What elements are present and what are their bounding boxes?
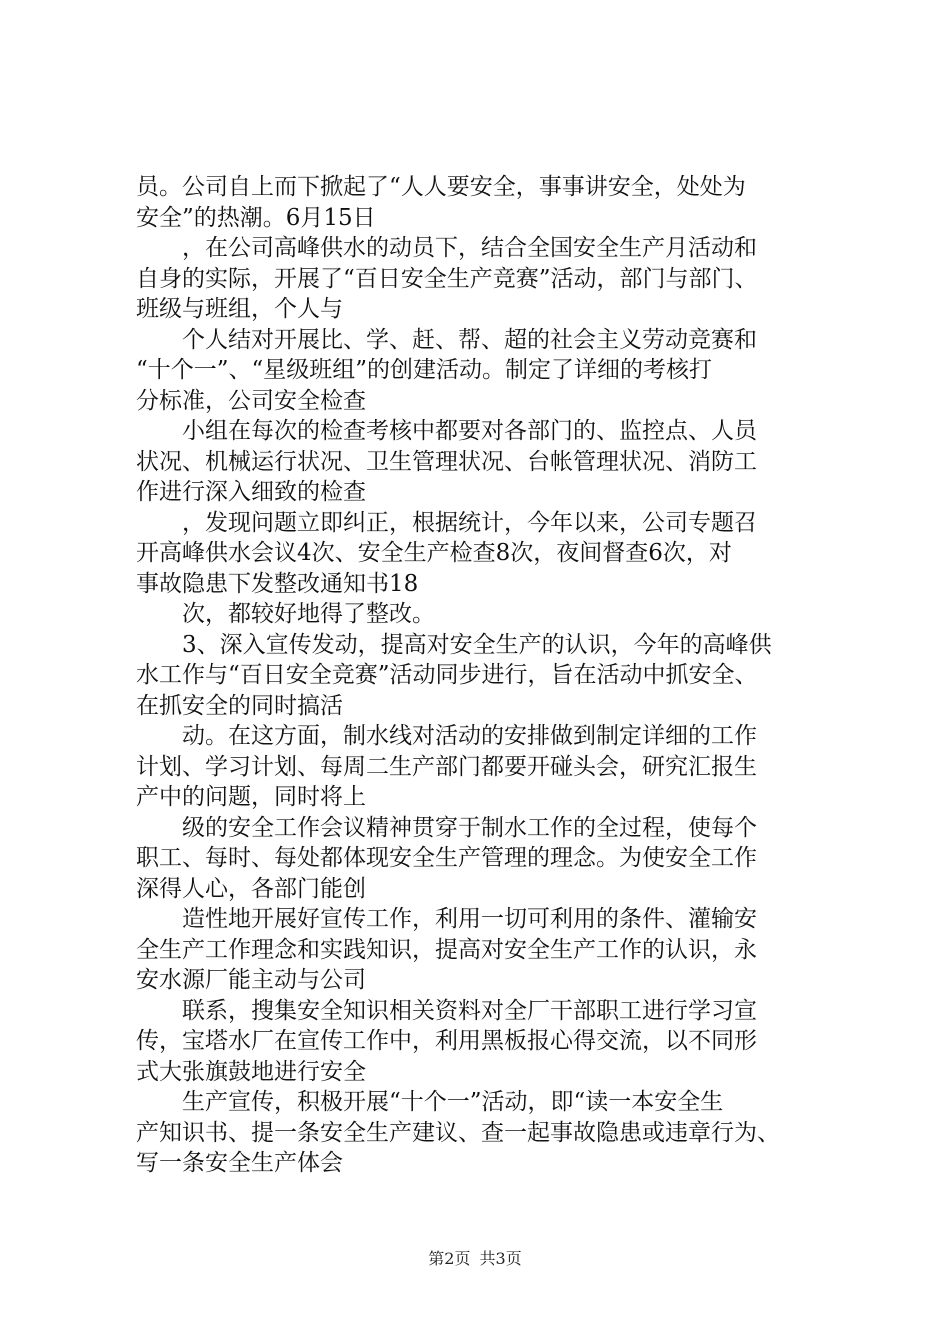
text-line: 安水源厂能主动与公司 — [136, 967, 366, 993]
page-number: 第2页 — [428, 1249, 471, 1268]
text-line: 分标准，公司安全检查 — [136, 387, 366, 414]
text-line: 式大张旗鼓地进行安全 — [136, 1058, 366, 1085]
text-line: 作进行深入细致的检查 — [136, 479, 366, 505]
text-line: 在抓安全的同时搞活 — [136, 692, 343, 719]
text-line: 班级与班组，个人与 — [136, 296, 343, 322]
text-line: 计划、学习计划、每周二生产部门都要开碰头会，研究汇报生 — [136, 753, 757, 780]
document-body — [136, 172, 836, 1179]
text-line: 3、深入宣传发动，提高对安全生产的认识，今年的高峰供 — [182, 631, 772, 658]
text-line: 事故隐患下发整改通知书18 — [136, 570, 419, 597]
text-line: 产知识书、提一条安全生产建议、查一起事故隐患或违章行为、 — [136, 1119, 780, 1146]
text-line: 生产宣传，积极开展“十个一”活动，即“读一本安全生 — [182, 1089, 724, 1115]
text-line: 深得人心，各部门能创 — [136, 875, 366, 902]
text-line: 水工作与“百日安全竞赛”活动同步进行，旨在活动中抓安全、 — [136, 662, 758, 688]
text-line: “十个一”、“星级班组”的创建活动。制定了详细的考核打 — [136, 357, 713, 383]
text-line: 动。在这方面，制水线对活动的安排做到制定详细的工作 — [182, 723, 757, 749]
text-line: ，发现问题立即纠正，根据统计，今年以来，公司专题召 — [182, 509, 757, 536]
text-line: 员。公司自上而下掀起了“人人要安全，事事讲安全，处处为 — [136, 174, 746, 200]
text-line: 产中的问题，同时将上 — [136, 784, 366, 810]
text-line: 安全”的热潮。6月15日 — [136, 204, 376, 231]
text-line: 开高峰供水会议4次、安全生产检查8次，夜间督查6次，对 — [136, 540, 732, 566]
text-line: 级的安全工作会议精神贯穿于制水工作的全过程，使每个 — [182, 814, 757, 841]
page-footer — [0, 1246, 950, 1269]
text-line: 自身的实际，开展了“百日安全生产竞赛”活动，部门与部门、 — [136, 265, 758, 292]
text-line: 次，都较好地得了整改。 — [182, 601, 435, 627]
text-line: 传，宝塔水厂在宣传工作中，利用黑板报心得交流，以不同形 — [136, 1028, 757, 1054]
text-line: 状况、机械运行状况、卫生管理状况、台帐管理状况、消防工 — [136, 448, 757, 475]
text-line: 造性地开展好宣传工作，利用一切可利用的条件、灌输安 — [182, 906, 757, 932]
text-line: 全生产工作理念和实践知识，提高对安全生产工作的认识，永 — [136, 936, 757, 963]
page-total: 共3页 — [479, 1249, 522, 1268]
text-line: 职工、每时、每处都体现安全生产管理的理念。为使安全工作 — [136, 845, 757, 871]
text-line: 个人结对开展比、学、赶、帮、超的社会主义劳动竞赛和 — [182, 326, 757, 353]
text-line: 小组在每次的检查考核中都要对各部门的、监控点、人员 — [182, 418, 757, 444]
text-line: 写一条安全生产体会 — [136, 1150, 343, 1176]
text-line: ，在公司高峰供水的动员下，结合全国安全生产月活动和 — [182, 235, 757, 261]
text-line: 联系，搜集安全知识相关资料对全厂干部职工进行学习宣 — [182, 997, 757, 1024]
